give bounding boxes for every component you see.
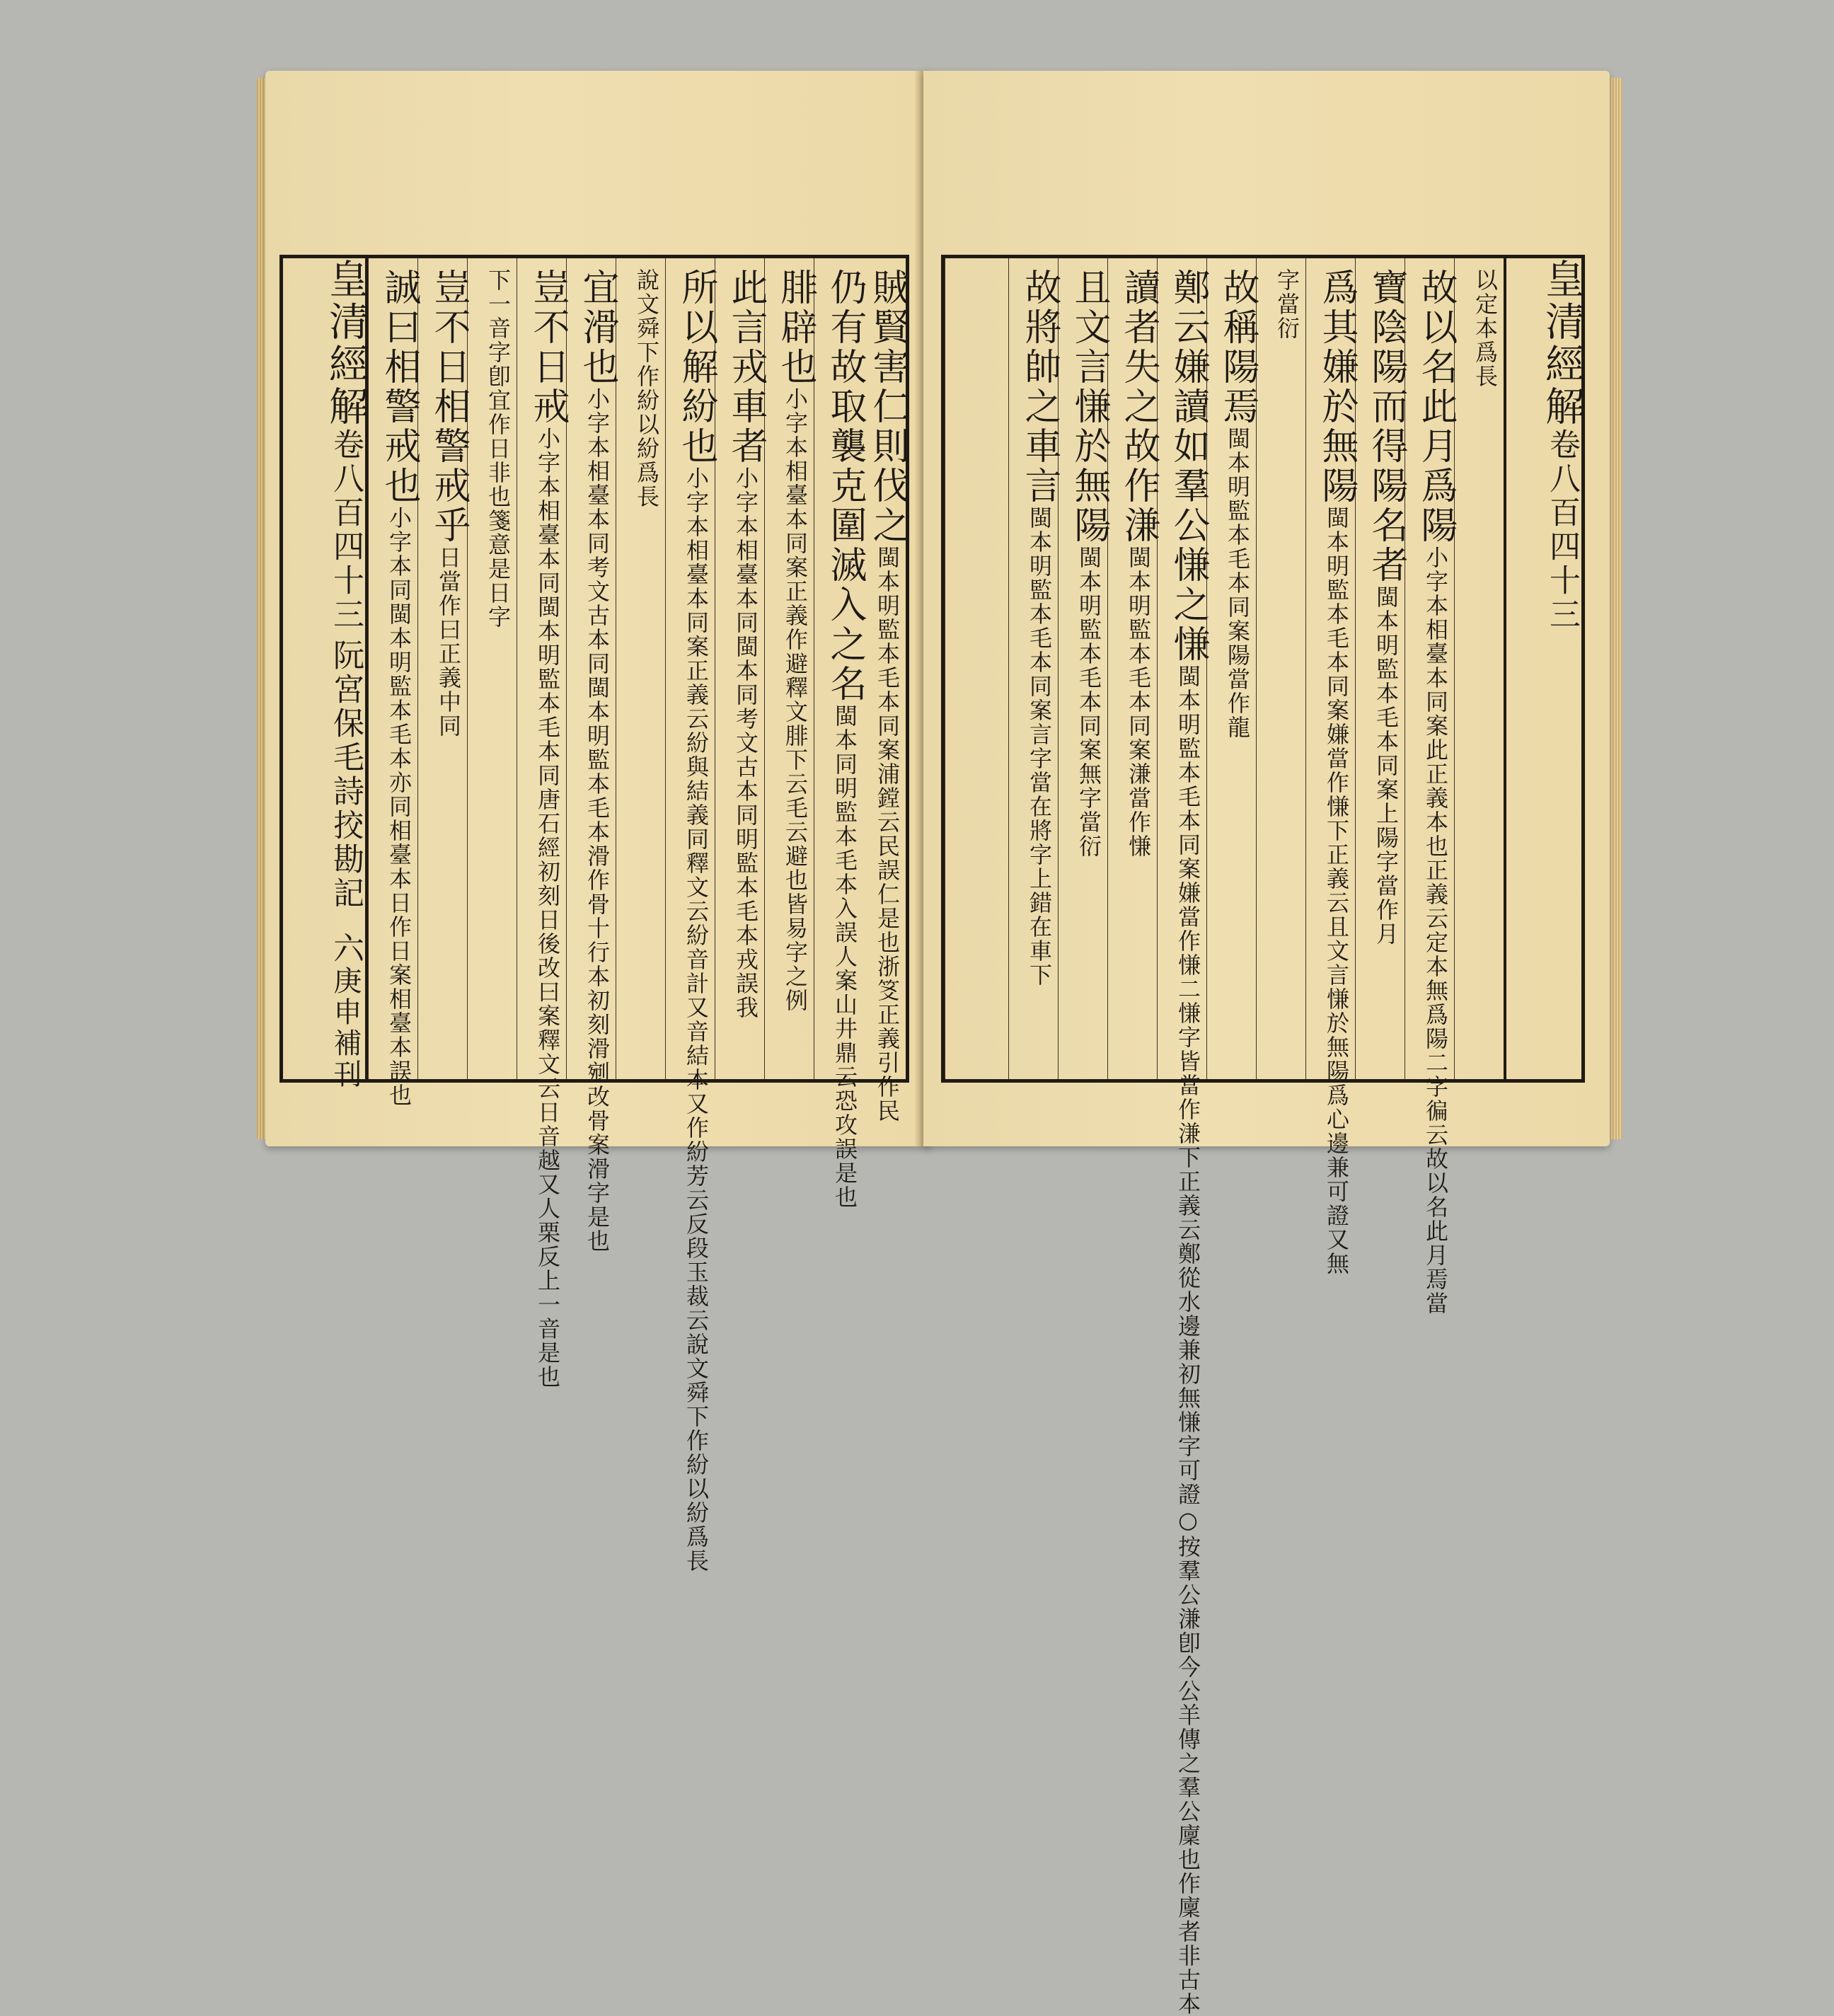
- text-column: 宜滑也小字本相臺本同考文古本同閩本明監本毛本滑作骨十行本初刻滑剜改骨案滑字是也: [566, 258, 616, 1079]
- text-column: 字當衍: [1256, 258, 1305, 1079]
- margin-volume: 卷八百四十三: [328, 428, 364, 632]
- text-column: 故將帥之車言閩本明監本毛本同案言字當在將字上錯在車下: [1008, 258, 1058, 1079]
- text-column: 豈不日相警戒乎日當作曰正義中同: [417, 258, 467, 1079]
- left-text-frame: [279, 255, 909, 1573]
- margin-volume: 卷八百四十三: [1544, 428, 1580, 632]
- block-margin-column: [1504, 258, 1585, 1079]
- margin-reprint-note: 庚申補刊: [329, 966, 362, 1090]
- right-text-frame: [941, 255, 1585, 2016]
- text-column: 下一音字卽宜作日非也箋意是日字: [467, 258, 517, 1079]
- text-column-empty: [945, 258, 1008, 1079]
- text-column: 誠曰相警戒也小字本同閩本明監本毛本亦同相臺本日作日案相臺本誤也: [368, 258, 417, 1079]
- block-margin-column: [283, 258, 369, 1090]
- text-column: 仍有故取襲克圍滅入之名閩本同明監本毛本入誤人案山井鼎云恐攻誤是也: [814, 258, 863, 1079]
- open-book: [265, 71, 1610, 2016]
- margin-book-title: 阮宮保毛詩挍勘記: [328, 639, 364, 911]
- text-column: 爲其嫌於無陽閩本明監本毛本同案嫌當作慊下正義云且文言慊於無陽爲心邊兼可證又無: [1305, 258, 1355, 1079]
- text-column: 說文舜下作紛以紛爲長: [616, 258, 665, 1079]
- text-column: 所以解紛也小字本相臺本同案正義云紛與結義同釋文云紛音計又音結本又作紛芳云反段玉裁云說文舜下作紛以紛爲長: [665, 258, 715, 1079]
- text-column: 此言戎車者小字本相臺本同閩本同考文古本同明監本毛本戎誤我: [715, 258, 764, 1079]
- text-column: 寶陰陽而得陽名者閩本明監本毛本同案上陽字當作月: [1355, 258, 1405, 1079]
- text-column: 故以名此月爲陽小字本相臺本同案此正義本也正義云定本無爲陽二字徧云故以名此月焉當: [1405, 258, 1454, 1079]
- margin-title: 皇清經解: [1539, 258, 1585, 428]
- text-column: 故稱陽焉閩本明監本毛本同案陽當作龍: [1206, 258, 1256, 1079]
- text-column: 腓辟也小字本相臺本同案正義作避釋文腓下云毛云避也皆易字之例: [764, 258, 814, 1079]
- text-column: 以定本爲長: [1454, 258, 1504, 1079]
- margin-page-number: 六: [328, 932, 364, 966]
- left-page: [265, 71, 930, 1573]
- margin-title: 皇清經解: [323, 258, 369, 428]
- right-page: [923, 71, 1610, 2016]
- text-column: 鄭云嫌讀如羣公慊之慊閩本明監本毛本同案嫌當作慊二慊字皆當作溓下正義云鄭從水邊兼初無慊字可證○按羣公溓卽今公羊傳之羣公廩也作廩者非古本: [1157, 258, 1206, 1079]
- text-column: 賊賢害仁則伐之閩本明監本毛本同案浦鏜云民誤仁是也浙笅正義引作民: [866, 268, 909, 1123]
- text-column: 且文言慊於無陽閩本明監本毛本同案無字當衍: [1058, 258, 1107, 1079]
- text-column: 讀者失之故作溓閩本明監本毛本同案溓當作慊: [1107, 258, 1157, 1079]
- text-column: 豈不日戒小字本相臺本同閩本明監本毛本同唐石經初刻日後改曰案釋文云日音越又人栗反上一音是也: [517, 258, 566, 1079]
